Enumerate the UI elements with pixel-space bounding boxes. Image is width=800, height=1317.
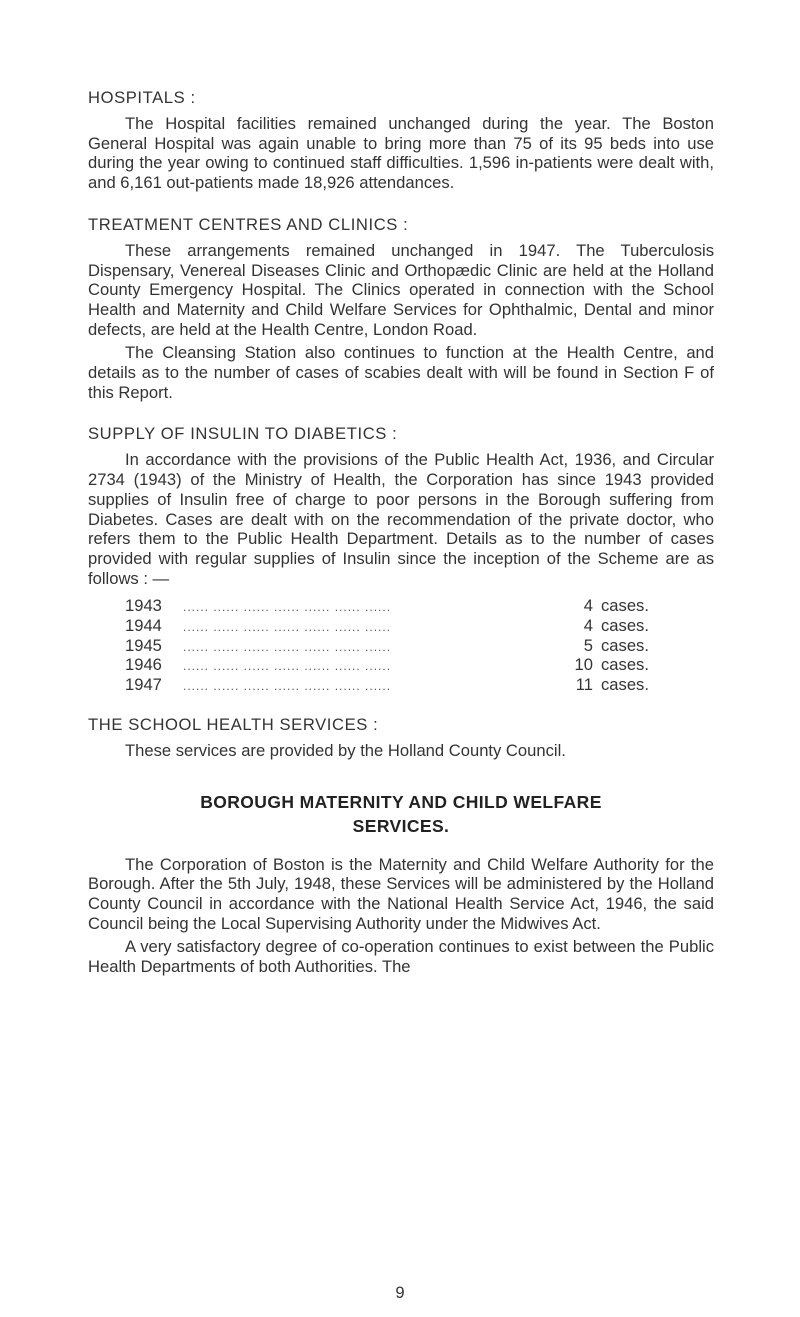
row-value: 10 <box>574 655 593 675</box>
maternity-paragraph-2: A very satisfactory degree of co-operation continues to exist between the Public Health Departments of both Authorities. The <box>88 937 714 977</box>
treatment-heading: TREATMENT CENTRES AND CLINICS : <box>88 214 409 234</box>
row-leader-dots: ...... ...... ...... ...... ...... ...... ...... <box>183 639 392 654</box>
table-row <box>125 655 715 675</box>
hospitals-paragraph: The Hospital facilities remained unchanged during the year. The Boston General Hospital was again unable to bring more than 75 of its 95 beds into use during the year owing to continued staff difficulties. 1,596 in-patients were dealt with, and 6,161 out-patients made 18,926 attendances. <box>88 114 714 193</box>
row-leader-dots: ...... ...... ...... ...... ...... ...... ...... <box>183 679 392 694</box>
school-heading: THE SCHOOL HEALTH SERVICES : <box>88 714 379 734</box>
row-leader-dots: ...... ...... ...... ...... ...... ...... ...... <box>183 620 392 635</box>
maternity-paragraph-1: The Corporation of Boston is the Maternity and Child Welfare Authority for the Borough. After the 5th July, 1948, these Services will be administered by the Holland County Council in accordance with the National Health Service Act, 1946, the said Council being the Local Supervising Authority under the Midwives Act. <box>88 854 714 933</box>
table-row <box>125 596 715 616</box>
row-unit: cases. <box>601 655 649 675</box>
row-unit: cases. <box>601 675 649 695</box>
table-row <box>125 675 715 695</box>
insulin-cases-table <box>125 596 715 694</box>
row-unit: cases. <box>601 635 649 655</box>
row-year: 1947 <box>125 675 162 695</box>
insulin-paragraph: In accordance with the provisions of the Public Health Act, 1936, and Circular 2734 (1943) of the Ministry of Health, the Corporation has since 1943 provided supplies of Insulin free of charge to poor persons in the Borough suffering from Diabetes. Cases are dealt with on the recommendation of the private doctor, who refers them to the Public Health Department. Details as to the number of cases provided with regular supplies of Insulin since the inception of the Scheme are as follows : — <box>88 450 714 588</box>
maternity-title-line-1: BOROUGH MATERNITY AND CHILD WELFARE <box>200 791 602 812</box>
treatment-paragraph-1: These arrangements remained unchanged in 1947. The Tuberculosis Dispensary, Venereal Diseases Clinic and Orthopædic Clinic are held at the Holland County Emergency Hospital. The Clinics operated in connection with the School Health and Maternity and Child Welfare Services for Ophthalmic, Dental and minor defects, are held at the Health Centre, London Road. <box>88 240 714 339</box>
treatment-paragraph-2: The Cleansing Station also continues to function at the Health Centre, and details as to the number of cases of scabies dealt with will be found in Section F of this Report. <box>88 343 714 402</box>
table-row <box>125 616 715 636</box>
row-year: 1943 <box>125 596 162 616</box>
page-number: 9 <box>395 1283 405 1302</box>
hospitals-heading: HOSPITALS : <box>88 88 196 107</box>
row-unit: cases. <box>601 596 649 616</box>
insulin-heading: SUPPLY OF INSULIN TO DIABETICS : <box>88 424 398 444</box>
row-unit: cases. <box>601 616 649 636</box>
row-year: 1945 <box>125 635 162 655</box>
row-value: 11 <box>575 675 593 695</box>
table-row <box>125 636 715 656</box>
row-value: 4 <box>583 616 593 636</box>
maternity-title-line-2: SERVICES. <box>352 815 450 836</box>
row-year: 1946 <box>125 655 162 675</box>
school-paragraph: These services are provided by the Holland County Council. <box>125 740 566 760</box>
row-year: 1944 <box>125 616 162 636</box>
row-value: 4 <box>583 596 593 616</box>
row-leader-dots: ...... ...... ...... ...... ...... ...... ...... <box>183 659 392 674</box>
row-leader-dots: ...... ...... ...... ...... ...... ...... ...... <box>183 600 392 615</box>
row-value: 5 <box>583 635 593 655</box>
